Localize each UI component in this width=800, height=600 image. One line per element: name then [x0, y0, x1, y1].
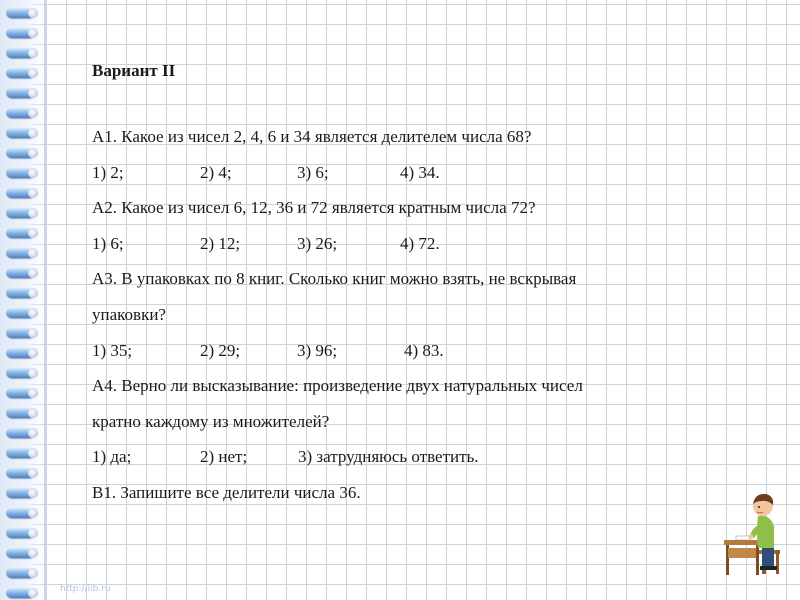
question-a3-line1: А3. В упаковках по 8 книг. Сколько книг можно взять, не вскрывая: [92, 269, 577, 289]
binding-hole: [28, 148, 38, 158]
answers-a3: [92, 340, 692, 362]
answers-a1: [92, 162, 692, 184]
question-a2: А2. Какое из чисел 6, 12, 36 и 72 является кратным числа 72?: [92, 198, 536, 218]
task-b1: В1. Запишите все делители числа 36.: [92, 482, 361, 502]
answer-option: 1) 2;: [92, 162, 124, 182]
binding-hole: [28, 368, 38, 378]
binding-hole: [28, 308, 38, 318]
answer-option: 3) 26;: [297, 233, 338, 253]
binding-hole: [28, 248, 38, 258]
binding-hole: [28, 468, 38, 478]
answer-option: 1) да;: [92, 447, 132, 467]
question-a3-line2: упаковки?: [92, 304, 166, 324]
binding-hole: [28, 508, 38, 518]
answer-option: 2) нет;: [200, 447, 248, 467]
binding-hole: [28, 588, 38, 598]
answer-option: 2) 12;: [200, 233, 241, 253]
binding-hole: [28, 488, 38, 498]
answer-option: 4) 72.: [400, 233, 440, 253]
variant-title: Вариант II: [92, 61, 176, 80]
answers-a2: [92, 233, 692, 255]
binding-hole: [28, 288, 38, 298]
binding-hole: [28, 108, 38, 118]
binding-hole: [28, 8, 38, 18]
binding-hole: [28, 328, 38, 338]
answer-option: 2) 29;: [200, 340, 241, 360]
binding-hole: [28, 228, 38, 238]
test-content: [92, 60, 692, 518]
watermark-text: http://lib.ru: [60, 584, 111, 594]
student-at-desk-illustration: [722, 488, 784, 578]
spiral-rings: [2, 0, 42, 600]
answer-option: 3) 96;: [297, 340, 338, 360]
binding-hole: [28, 268, 38, 278]
answer-option: 3) 6;: [297, 162, 329, 182]
binding-hole: [28, 548, 38, 558]
answer-option: 4) 83.: [404, 340, 444, 360]
binding-hole: [28, 408, 38, 418]
question-a4-line2: кратно каждому из множителей?: [92, 411, 330, 431]
binding-hole: [28, 428, 38, 438]
question-a4-line1: А4. Верно ли высказывание: произведение двух натуральных чисел: [92, 376, 583, 396]
answers-a4: [92, 446, 692, 468]
binding-hole: [28, 388, 38, 398]
answer-option: 3) затрудняюсь ответить.: [298, 447, 479, 467]
answer-option: 1) 35;: [92, 340, 133, 360]
binding-hole: [28, 88, 38, 98]
answer-option: 1) 6;: [92, 233, 124, 253]
binding-hole: [28, 208, 38, 218]
margin-line: [44, 0, 46, 600]
binding-hole: [28, 168, 38, 178]
binding-hole: [28, 188, 38, 198]
binding-hole: [28, 528, 38, 538]
binding-hole: [28, 448, 38, 458]
binding-hole: [28, 48, 38, 58]
answer-option: 4) 34.: [400, 162, 440, 182]
binding-hole: [28, 348, 38, 358]
answer-option: 2) 4;: [200, 162, 232, 182]
binding-hole: [28, 128, 38, 138]
binding-hole: [28, 28, 38, 38]
binding-hole: [28, 68, 38, 78]
binding-hole: [28, 568, 38, 578]
question-a1: А1. Какое из чисел 2, 4, 6 и 34 является делителем числа 68?: [92, 127, 532, 146]
